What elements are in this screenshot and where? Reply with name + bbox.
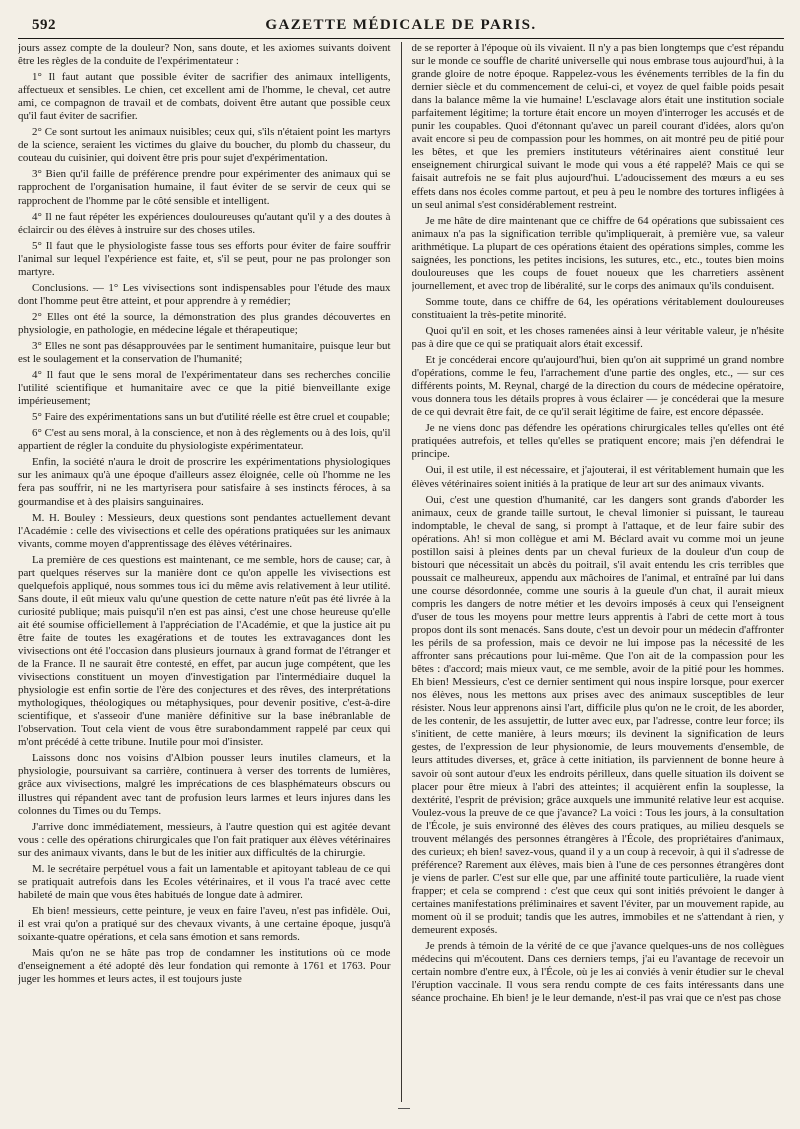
- journal-title: GAZETTE MÉDICALE DE PARIS.: [265, 16, 537, 33]
- paragraph: M. le secrétaire perpétuel vous a fait un lamentable et apitoyant tableau de ce qui se pratiquait autrefois dans les Ecoles vétérinaires, et il vous l'a tracé avec cette habileté de main que vous êtes habitués de longue date à admirer.: [18, 862, 391, 901]
- paragraph: 3° Elles ne sont pas désapprouvées par le sentiment humanitaire, puisque leur but est le soulagement et la conservation de l'humanité;: [18, 339, 391, 366]
- paragraph: M. H. Bouley : Messieurs, deux questions sont pendantes actuellement devant l'Académie : celle des vivisections et celle des opérations pratiquées sur les animaux vivants, comme moyen d'apprentissage des élèves vétérinaires.: [18, 511, 391, 550]
- paragraph: 6° C'est au sens moral, à la conscience, et non à des règlements ou à des lois, qu'il appartient de régler la conduite du physiologiste expérimentateur.: [18, 427, 391, 453]
- paragraph: Enfin, la société n'aura le droit de proscrire les expérimentations physiologiques sur les animaux qu'à une époque d'ailleurs assez éloignée, celle où l'homme ne les fera pas souffrir, ni ne les martyrisera pour satisfaire à ses instincts féroces, à sa gourmandise et à des plaisirs sanguinaires.: [18, 456, 391, 508]
- paragraph: 4° Il ne faut répéter les expériences douloureuses qu'autant qu'il y a des doutes à éclaircir ou des élèves à instruire sur des choses utiles.: [18, 210, 391, 236]
- paragraph: Je me hâte de dire maintenant que ce chiffre de 64 opérations que subissaient ces animaux n'a pas la signification terrible qu'impliquerait, à première vue, sa valeur arithmétique. La plupart de ces opérations étaient des opérations simples, comme les saignées, les ponctions, les petites incisions, les sutures, etc., etc., toutes bien moins douloureuses que les coups de fouet noueux que les charretiers assènent journellement, et avec trop de libéralité, sur le corps des animaux qu'ils conduisent.: [411, 214, 784, 292]
- paragraph: 3° Bien qu'il faille de préférence prendre pour expérimenter des animaux qui se rapprochent de l'organisation humaine, il faut éviter de se servir de ceux qui se rapprochent de l'homme par le côté sensible et intelligent.: [18, 168, 391, 207]
- footer-mark: [398, 1108, 410, 1109]
- paragraph: 4° Il faut que le sens moral de l'expérimentateur dans ses recherches concilie l'utilité scientifique et humanitaire avec ce que la pitié bienveillante exige impérieusement;: [18, 369, 391, 408]
- left-column: [18, 42, 391, 1102]
- right-column: [412, 42, 785, 1102]
- paragraph: Et je concéderai encore qu'aujourd'hui, bien qu'on ait supprimé un grand nombre d'opérations, comme le feu, l'arrachement d'une partie des ongles, etc., — sur ces différents points, M. Reynal, chargé de la direction du cours de médecine opératoire, vous donnera tous les détails propres à vous éclairer — je concéderai que la mesure de ce qui devrait être fait, de ce qu'il serait légitime de faire, est encore dépassée.: [411, 354, 784, 419]
- paragraph: 2° Elles ont été la source, la démonstration des plus grandes découvertes en physiologie, en pathologie, en médecine légale et thérapeutique;: [18, 310, 391, 336]
- page-header: [18, 14, 784, 36]
- page-number: 592: [32, 17, 56, 33]
- paragraph: Laissons donc nos voisins d'Albion pousser leurs inutiles clameurs, et la physiologie, poursuivant sa carrière, continuera à verser des torrents de lumières, grâce aux vivisections, malgré les imprécations de ces blasphémateurs obscurs ou illustres qui répandent avec tant de profusion leurs larmes et leurs injures dans les colonnes du Times ou du Temps.: [18, 752, 391, 817]
- paragraph: Oui, il est utile, il est nécessaire, et j'ajouterai, il est véritablement humain que les élèves vétérinaires soient initiés à la pratique de leur art sur des animaux vivants.: [411, 464, 784, 490]
- text-columns: [18, 42, 784, 1102]
- paragraph: La première de ces questions est maintenant, ce me semble, hors de cause; car, à part quelques réserves sur la manière dont ce qu'on appelle les vivisections est quelquefois appliqué, nous sommes tous ici du même avis relativement à leur utilité. Sans doute, il eût mieux valu qu'une question de cette nature n'eût pas été livrée à la curiosité publique; mais puisqu'il n'en est pas ainsi, c'est une chose heureuse qu'elle ait été soumise officiellement à l'appréciation de l'Académie, et que la justice ait pu être faite de toutes les exagérations et de toutes les extravagances dont les vivisections ont été l'occasion dans plusieurs journaux à grand format de l'étranger et de la France. Il ne saurait être contesté, en effet, par aucun juge compétent, que les vivisections constituent un moyen d'investigation par l'intermédiaire duquel la physiologie est enfin sortie de l'ère des conjectures et des rêves, des interprétations mythologiques, théologiques ou métaphysiques, pour devenir positive, c'est-à-dire scientifique, et s'asseoir d'une manière définitive sur la base inébranlable de l'observation. Tout cela vient de vous être surabondamment rappelé par ceux qui m'ont précédé à cette tribune. Inutile pour moi d'insister.: [18, 553, 391, 749]
- paragraph: 2° Ce sont surtout les animaux nuisibles; ceux qui, s'ils n'étaient point les martyrs de la science, seraient les victimes du glaive du boucher, du plomb du chasseur, du couteau du cuisinier, qui doivent être pris pour sujet d'expérimentation.: [18, 126, 391, 165]
- paragraph: Somme toute, dans ce chiffre de 64, les opérations véritablement douloureuses constituaient la très-petite minorité.: [411, 295, 784, 321]
- paragraph: Mais qu'on ne se hâte pas trop de condamner les institutions où ce mode d'enseignement a été adopté dès leur fondation qui remonte à 1761 et 1763. Pour juger les hommes et leurs actes, il est toujours juste: [18, 947, 391, 986]
- paragraph: Oui, c'est une question d'humanité, car les dangers sont grands d'aborder les animaux, ceux de grande taille surtout, le cheval limonier si puissant, le taureau indomptable, le cheval de sang, si prompt à l'attaque, et de leur faire subir des opérations. Ah! si mon collègue et ami M. Béclard avait vu comme moi un jeune postillon saisi à pleines dents par un cheval furieux de la douleur d'un coup de bistouri que nécessitait un abcès du poitrail, s'il avait entendu les cris terribles que poussait ce malheureux, appendu aux mâchoires de l'animal, et entraîné par lui dans une course désordonnée, comme une souris à la gueule d'un chat, il aurait mieux compris les dangers de notre métier et les devoirs imposés à ceux qui l'enseignent d'user de tous les moyens pour mettre leurs apprentis à l'abri de cette mort à tous propos dont ils sont menacés. Sans doute, c'est un devoir pour un médecin d'affronter les périls de sa profession, mais ce devoir ne lui impose pas la nécessité de les affronter sans précautions pour lui-même. Que l'on ait de la compassion pour les bêtes : d'accord; mais mieux vaut, ce me semble, avoir de la pitié pour les hommes. Eh bien! Messieurs, c'est ce dernier sentiment qui nous inspire lorsque, pour exercer nos élèves, nous les mettons aux prises avec des animaux susceptibles de leur résister. Nous leur apprenons ainsi l'art, difficile plus qu'on ne le croit, de les aborder, de les contenir, de les assujettir, de lutter avec eux, par l'adresse, contre leur force; ils s'initient, de cette manière, à leurs mœurs; ils devinent la signification de leurs gestes, de l'expression de leur physionomie, de leurs mouvements d'ensemble, de leurs attitudes diverses, et, grâce à cette initiation, ils parviennent de bonne heure à savoir où sont autour d'eux les endroits périlleux, dans quelle situation ils doivent se placer pour être mieux à l'abri des atteintes; il acquièrent enfin la souplesse, la dextérité, l'esprit de prévision; grâce auxquels une immunité relative leur est acquise. Voulez-vous la preuve de ce que j'avance? La voici : Tous les jours, à la consultation de l'École, je suis environné des élèves des cours pratiques, au milieu desquels se trouvent mélangés des personnes étrangères à l'École, des propriétaires d'animaux, des curieux; eh bien! savez-vous, quand il y a un coup à recevoir, à qui il s'adresse de préférence? Rarement aux élèves, mais bien à l'une de ces personnes étrangères dont je viens de parler. C'est sur elle que, par une affinité toute particulière, la ruade vient frapper; et cela se comprend : c'est que ceux qui sont initiés prévoient le danger à certaines manifestations préliminaires et savent l'éviter, par un mouvement rapide, au moment où il se produit; tandis que les autres, immobiles et ne s'attendant à rien, y demeurent exposés.: [411, 493, 784, 937]
- paragraph: J'arrive donc immédiatement, messieurs, à l'autre question qui est agitée devant vous : celle des opérations chirurgicales que l'on fait pratiquer aux élèves vétérinaires sur des animaux vivants, dans le but de les initier aux difficultés de la chirurgie.: [18, 820, 391, 859]
- paragraph: Quoi qu'il en soit, et les choses ramenées ainsi à leur véritable valeur, je n'hésite pas à dire que ce qui se pratiquait alors était excessif.: [411, 324, 784, 351]
- paragraph: 5° Il faut que le physiologiste fasse tous ses efforts pour éviter de faire souffrir l'animal sur lequel l'expérience est faite, et, s'il se peut, pour ne pas prolonger son martyre.: [18, 239, 391, 278]
- paragraph: 5° Faire des expérimentations sans un but d'utilité réelle est être cruel et coupable;: [32, 411, 391, 424]
- paragraph: Je prends à témoin de la vérité de ce que j'avance quelques-uns de nos collègues médecins qui m'écoutent. Dans ces derniers temps, j'ai eu l'avantage de recevoir un certain nombre d'entre eux, à l'École, où je les ai conviés à venir étudier sur le cheval l'éruption vaccinale. Il vous sera rendu compte de ces faits intéressants dans une séance prochaine. Eh bien! je le leur demande, n'est-il pas vrai que ce n'est pas chose: [411, 940, 784, 1005]
- paragraph: jours assez compte de la douleur? Non, sans doute, et les axiomes suivants doivent être les règles de la conduite de l'expérimentateur :: [18, 42, 391, 68]
- header-rule: [18, 38, 784, 39]
- paragraph: Je ne viens donc pas défendre les opérations chirurgicales telles qu'elles ont été pratiquées autrefois, et telles qu'elles se pratiquent encore; mais j'en défendrai le principe.: [411, 422, 784, 461]
- paragraph: Conclusions. — 1° Les vivisections sont indispensables pour l'étude des maux dont l'homme peut être atteint, et pour apprendre à y remédier;: [18, 281, 391, 307]
- column-divider: [401, 42, 402, 1102]
- paragraph: 1° Il faut autant que possible éviter de sacrifier des animaux intelligents, affectueux et sensibles. Le chien, cet excellent ami de l'homme, le cheval, cet autre ami, ce compagnon de travail et de combats, doivent être autant que possible ceux qu'il faut éviter de sacrifier.: [18, 71, 391, 123]
- paragraph: de se reporter à l'époque où ils vivaient. Il n'y a pas bien longtemps que c'est répandu sur le monde ce souffle de charité universelle qui nous embrase tous aujourd'hui, à la grande gloire de notre époque. Rappelez-vous les événements terribles de la fin du dernier siècle et du commencement de celui-ci, et voyez de quel faible poids pesait dans la balance même la vie humaine! L'esclavage alors était une institution sociale parfaitement légitime; la torture était encore un moyen d'interroger les accusés et de punir les coupables. Quoi d'étonnant qu'avec un pareil courant d'idées, alors qu'on avait encore si peu de compassion pour les hommes, on ait montré peu de pitié pour les bêtes, et que les premiers instituteurs vétérinaires aient constitué leur enseignement chirurgical suivant le mode qui vous a été rappelé? Mais ce qui se faisait autrefois ne se fait plus aujourd'hui. L'adoucissement des mœurs a eu ses effets dans nos écoles comme partout, et peu à peu le nombre des tortures infligées à un seul animal s'est considérablement restreint.: [411, 42, 784, 211]
- paragraph: Eh bien! messieurs, cette peinture, je veux en faire l'aveu, n'est pas infidèle. Oui, il est vrai qu'on a pratiqué sur des chevaux vivants, à une certaine époque, jusqu'à soixante-quatre opérations, et cela sans émotion et sans remords.: [18, 904, 391, 943]
